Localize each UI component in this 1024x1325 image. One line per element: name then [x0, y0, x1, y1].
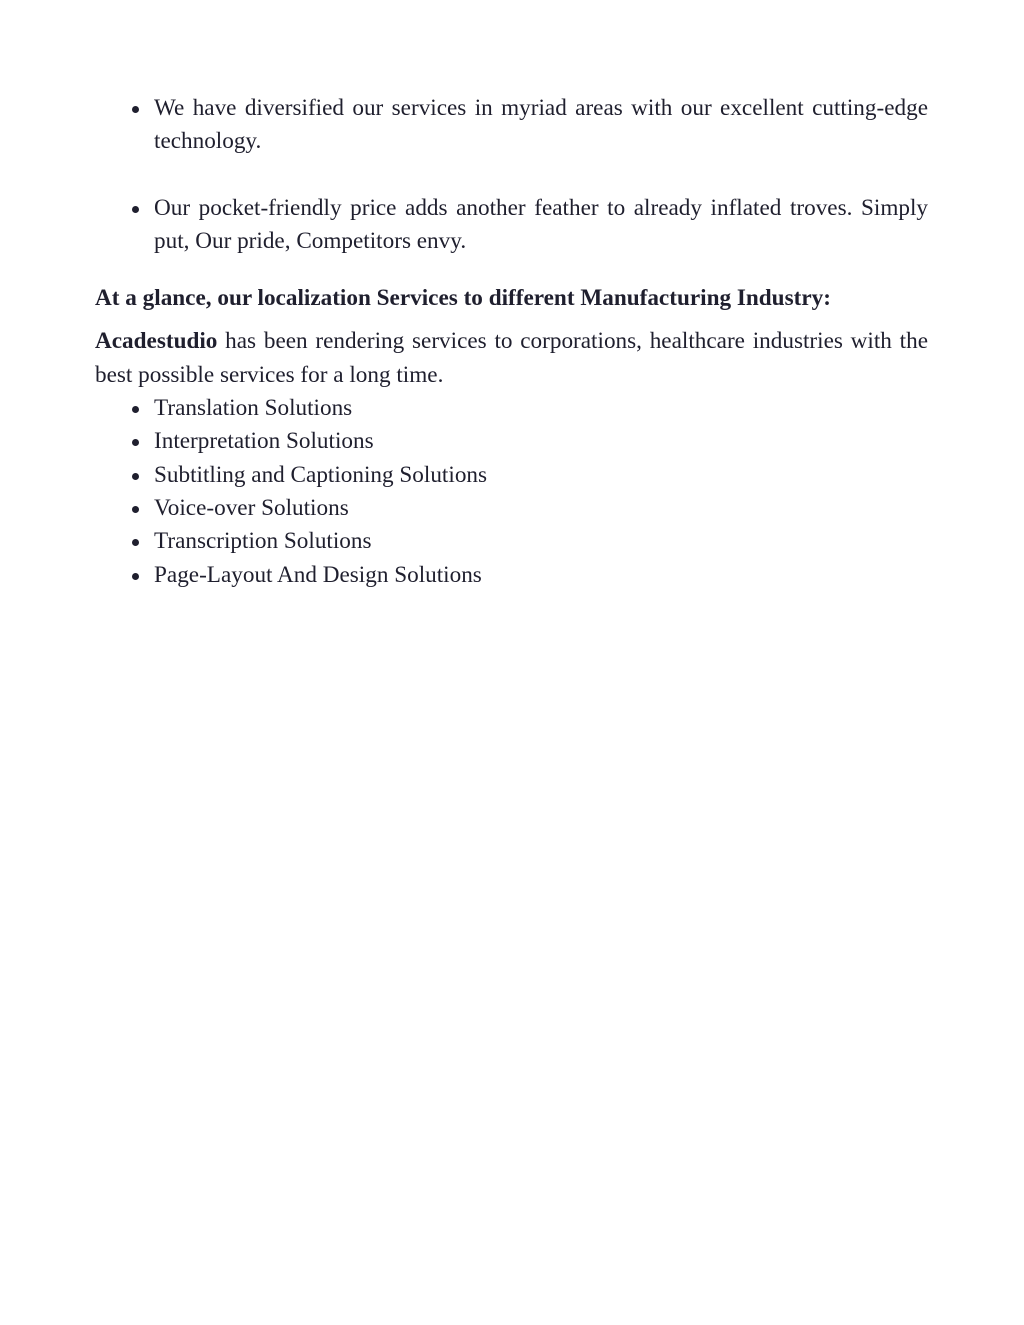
list-item — [95, 192, 928, 259]
list-item — [95, 92, 928, 159]
list-item — [95, 459, 928, 492]
bullet-icon — [132, 473, 139, 480]
list-item-text: Our pocket-friendly price adds another feather to already inflated troves. Simply put, Our pride, Competitors envy. — [154, 194, 928, 254]
brand-name: Acadestudio — [95, 328, 218, 355]
service-label: Transcription Solutions — [154, 528, 372, 555]
service-label: Translation Solutions — [154, 395, 353, 422]
services-list — [95, 392, 928, 592]
bullet-icon — [132, 573, 139, 580]
list-item — [95, 392, 928, 425]
service-label: Subtitling and Captioning Solutions — [154, 461, 488, 488]
service-label: Page-Layout And Design Solutions — [154, 561, 482, 588]
intro-bullet-list — [95, 92, 928, 258]
section-heading: At a glance, our localization Services to different Manufacturing Industry: — [95, 285, 831, 312]
list-item — [95, 492, 928, 525]
intro-paragraph — [95, 325, 928, 392]
bullet-icon — [132, 206, 139, 213]
bullet-icon — [132, 539, 139, 546]
bullet-icon — [132, 439, 139, 446]
list-item-text: We have diversified our services in myriad areas with our excellent cutting-edge technology. — [154, 95, 928, 155]
list-item — [95, 425, 928, 458]
document-page — [95, 92, 928, 592]
list-item — [95, 525, 928, 558]
service-label: Interpretation Solutions — [154, 428, 374, 455]
service-label: Voice-over Solutions — [154, 494, 349, 521]
bullet-icon — [132, 406, 139, 413]
bullet-icon — [132, 106, 139, 113]
bullet-icon — [132, 506, 139, 513]
paragraph-text: has been rendering services to corporations, healthcare industries with the best possible services for a long time. — [95, 328, 928, 388]
list-item — [95, 559, 928, 592]
